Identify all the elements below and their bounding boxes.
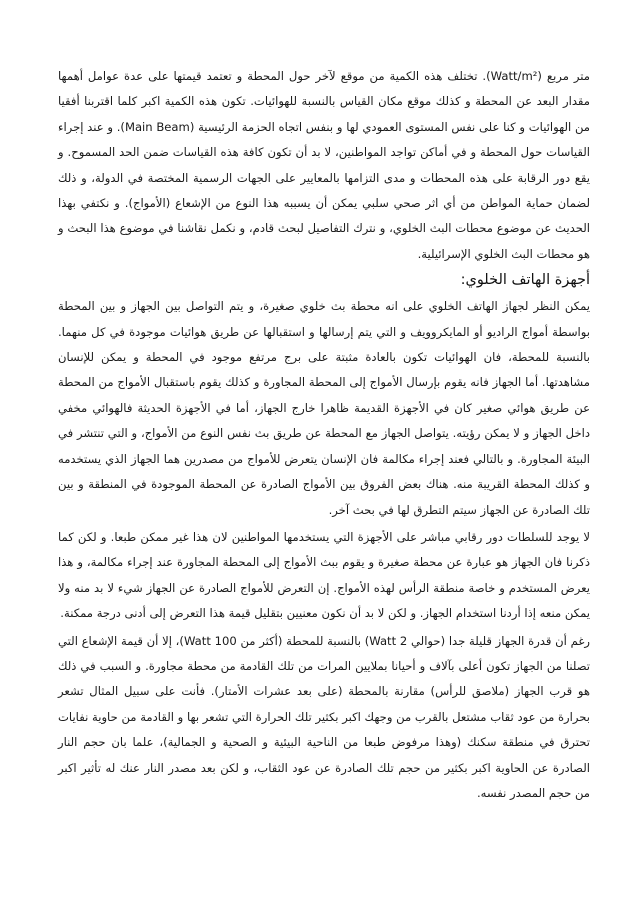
section-heading: أجهزة الهاتف الخلوي:	[460, 272, 590, 289]
body-paragraph-2: لا يوجد للسلطات دور رقابي مباشر على الأجهزة التي يستخدمها المواطنين لان هذا غير ممكن طبعا. و لكن كما ذكرنا فان الجهاز هو عبارة عن محطة صغيرة و يقوم ببث الأمواج إلى المحطة المجاورة عند إجراء مكالمة، و هذا يعرض المستخدم و خاصة منطقة الرأس لهذه الأمواج. إن التعرض للأمواج الصادرة عن الجهاز شيء لا بد منه ولا يمكن منعه إذا أردنا استخدام الجهاز. و لكن لا بد أن نكون معنيين بتقليل قيمة هذا التعرض إلى أدنى درجة ممكنة.	[58, 529, 590, 621]
intro-paragraph: متر مربع (Watt/m²). تختلف هذه الكمية من موقع لآخر حول المحطة و تعتمد قيمتها على عدة عوامل أهمها مقدار البعد عن المحطة و كذلك موقع مكان القياس بالنسبة للهوائيات. تكون هذه الكمية اكبر كلما اقتربنا أفقيا من الهوائيات و كنا على نفس المستوى العمودي لها و بنفس اتجاه الحزمة الرئيسية (Main Beam). و عند إجراء القياسات حول المحطة و في أماكن تواجد المواطنين، لا بد أن تكون كافة هذه القياسات ضمن الحد المسموح. و يقع دور الرقابة على هذه المحطات و مدى التزامها بالمعايير على الجهات الرسمية المختصة في الدولة، و ذلك لضمان حماية المواطن من أي اثر صحي سلبي يمكن أن يسببه هذا النوع من الإشعاع (الأمواج). و نكتفي بهذا الحديث عن موضوع محطات البث الخلوي، و نترك التفاصيل لبحث قادم، و نكمل نقاشنا في موضوع هذا البحث و هو محطات البث الخلوي الإسرائيلية.	[58, 69, 590, 261]
body-paragraph-3: رغم أن قدرة الجهاز قليلة جدا (حوالي Watt 2) بالنسبة للمحطة (أكثر من Watt 100)، إلا أن قيمة الإشعاع التي تصلنا من الجهاز تكون أعلى بآلاف و أحيانا بملايين المرات من تلك القادمة من محطة مجاورة. و السبب في ذلك هو قرب الجهاز (ملاصق للرأس) مقارنة بالمحطة (على بعد عشرات الأمتار). فأنت على سبيل المثال تشعر بحرارة من عود ثقاب مشتعل بالقرب من وجهك اكبر بكثير تلك الحرارة التي تشعر بها و القادمة من حاوية نفايات تحترق في منطقة سكنك (وهذا مرفوض طبعا من الناحية البيئية و الصحية و الجمالية)، علما بان حجم النار الصادرة عن الحاوية اكبر بكثير من حجم تلك الصادرة عن عود الثقاب، و لكن بعد مصدر النار عنك له تأثير اكبر من حجم المصدر نفسه.	[58, 633, 590, 800]
document-page	[58, 64, 590, 806]
body-paragraph-1: يمكن النظر لجهاز الهاتف الخلوي على انه محطة بث خلوي صغيرة، و يتم التواصل بين الجهاز و بين المحطة بواسطة أمواج الراديو أو المايكروويف و التي يتم إرسالها و استقبالها عن طريق هوائيات موجودة في كل منهما. بالنسبة للمحطة، فان الهوائيات تكون بالعادة مثبتة على برج مرتفع موجود في المحطة و يمكن للإنسان مشاهدتها. أما الجهاز فانه يقوم بإرسال الأمواج إلى المحطة المجاورة و كذلك يقوم باستقبال الأمواج من المحطة عن طريق هوائي صغير كان في الأجهزة القديمة ظاهرا خارج الجهاز، أما في الأجهزة الحديثة فالهوائي مخفي داخل الجهاز و لا يمكن رؤيته. يتواصل الجهاز مع المحطة عن طريق بث نفس النوع من الأمواج، و التي تنتشر في البيئة المجاورة. و بالتالي فعند إجراء مكالمة فان الإنسان يتعرض للأمواج من مصدرين هما الجهاز الذي يستخدمه و كذلك المحطة القريبة منه. هناك بعض الفروق بين الأمواج الصادرة عن المحطة الموجودة في المنطقة و بين تلك الصادرة عن الجهاز سيتم التطرق لها في بحث آخر.	[58, 299, 590, 517]
